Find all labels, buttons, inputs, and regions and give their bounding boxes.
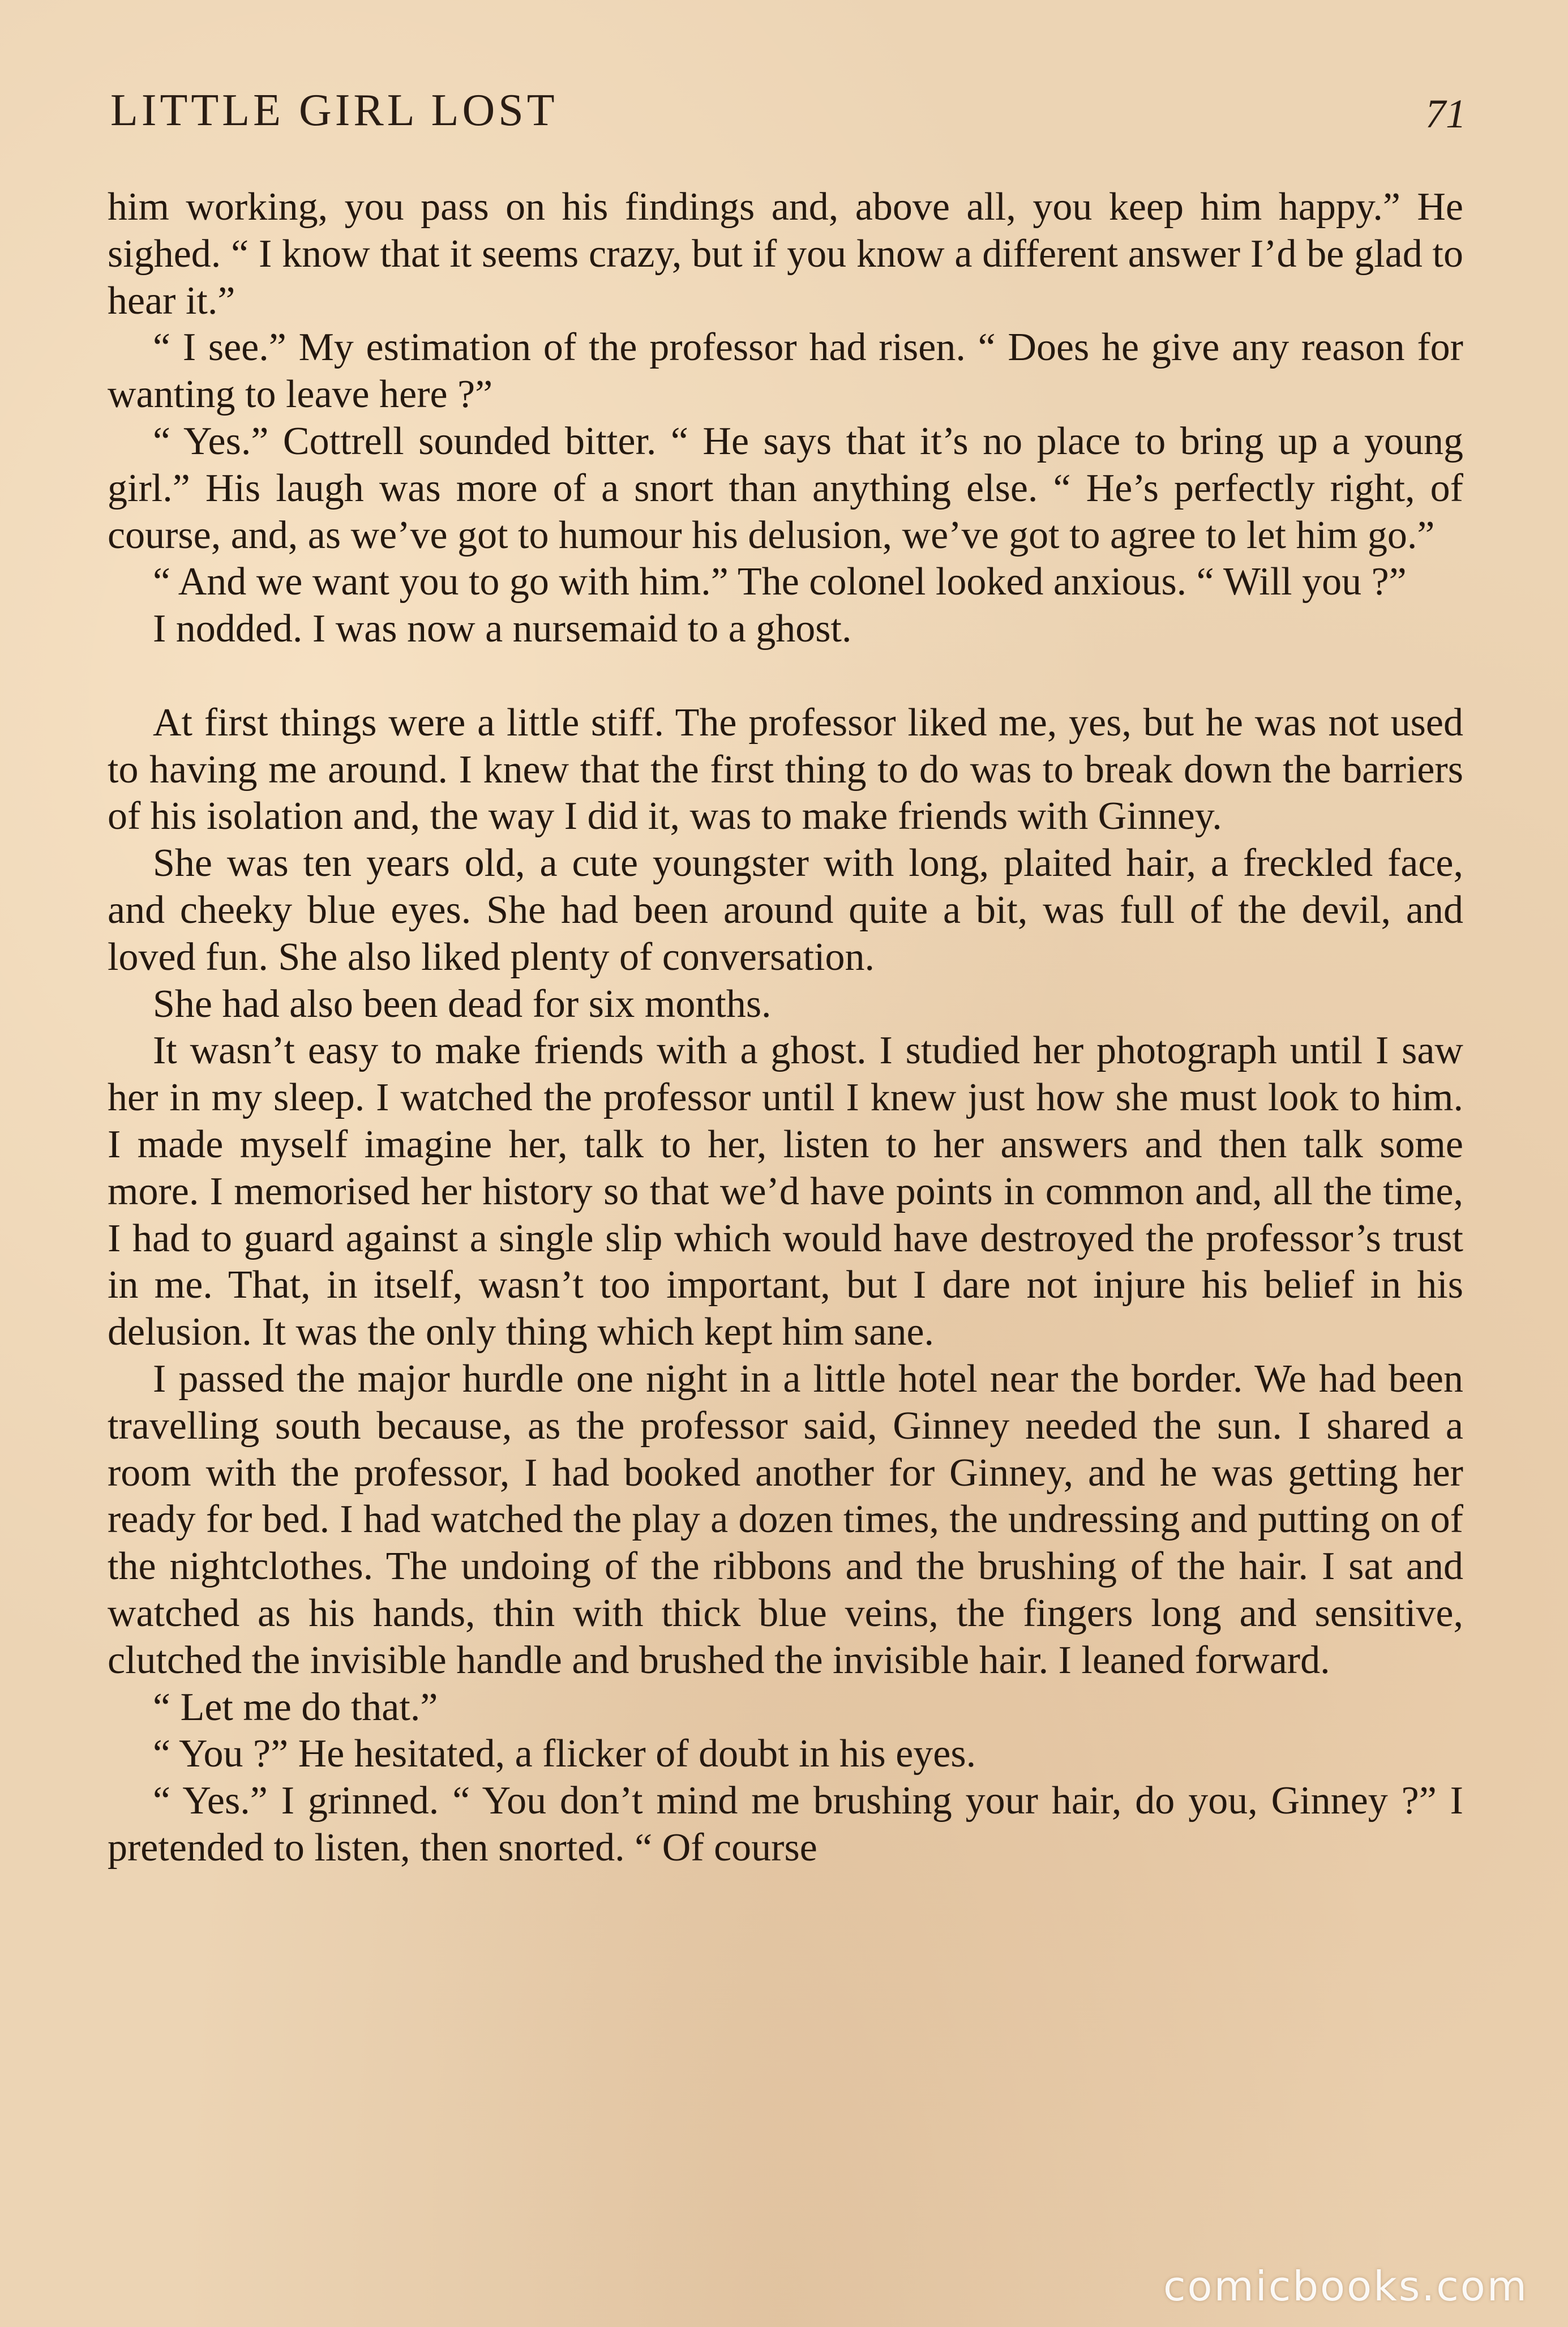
paragraph: “ Yes.” Cottrell sounded bitter. “ He says that it’s no place to bring up a young girl.” His laugh was more of a snort than anything else. “ He’s perfectly right, of course, and, as we’ve got to humour his delusion, we’ve got to agree to let him go.” — [108, 419, 1463, 557]
body-text — [108, 184, 1463, 1872]
paragraph: I passed the major hurdle one night in a little hotel near the border. We had been travelling south because, as the professor said, Ginney needed the sun. I shared a room with the professor, I had booked another for Ginney, and he was getting her ready for bed. I had watched the play a dozen times, the undressing and putting on of the nightclothes. The undoing of the ribbons and the brushing of the hair. I sat and watched as his hands, thin with thick blue veins, the fingers long and sensitive, clutched the invisible handle and brushed the invisible hair. I leaned forward. — [108, 1357, 1463, 1682]
paragraph: “ You ?” He hesitated, a flicker of doubt in his eyes. — [153, 1732, 976, 1776]
running-title: LITTLE GIRL LOST — [110, 85, 558, 135]
watermark: comicbooks.com — [1163, 2262, 1528, 2310]
paragraph: At first things were a little stiff. The professor liked me, yes, but he was not used to having me around. I knew that the first thing to do was to break down the barriers of his isolation and, the way I did it, was to make friends with Ginney. — [108, 700, 1463, 839]
paragraph: “ And we want you to go with him.” The colonel looked anxious. “ Will you ?” — [153, 560, 1407, 604]
paragraph: She had also been dead for six months. — [153, 982, 772, 1026]
paragraph: “ Let me do that.” — [153, 1685, 438, 1729]
paragraph: “ I see.” My estimation of the professor had risen. “ Does he give any reason for wanting to leave here ?” — [108, 326, 1463, 417]
page-number: 71 — [1425, 91, 1466, 136]
paragraph: “ Yes.” I grinned. “ You don’t mind me brushing your hair, do you, Ginney ?” I pretended to listen, then snorted. “ Of course — [108, 1779, 1463, 1870]
paragraph: him working, you pass on his findings and, above all, you keep him happy.” He sighed. “ I know that it seems crazy, but if you know a different answer I’d be glad to hear it.” — [108, 185, 1463, 323]
paragraph: I nodded. I was now a nursemaid to a ghost. — [153, 607, 852, 651]
paragraph: She was ten years old, a cute youngster with long, plaited hair, a freckled face, and cheeky blue eyes. She had been around quite a bit, was full of the devil, and loved fun. She also liked plenty of conversation. — [108, 841, 1463, 979]
paragraph: It wasn’t easy to make friends with a ghost. I studied her photograph until I saw her in my sleep. I watched the professor until I knew just how she must look to him. I made myself imagine her, talk to her, listen to her answers and then talk some more. I memorised her history so that we’d have points in common and, all the time, I had to guard against a single slip which would have destroyed the professor’s trust in me. That, in itself, wasn’t too important, but I dare not injure his belief in his delusion. It was the only thing which kept him sane. — [108, 1029, 1463, 1354]
